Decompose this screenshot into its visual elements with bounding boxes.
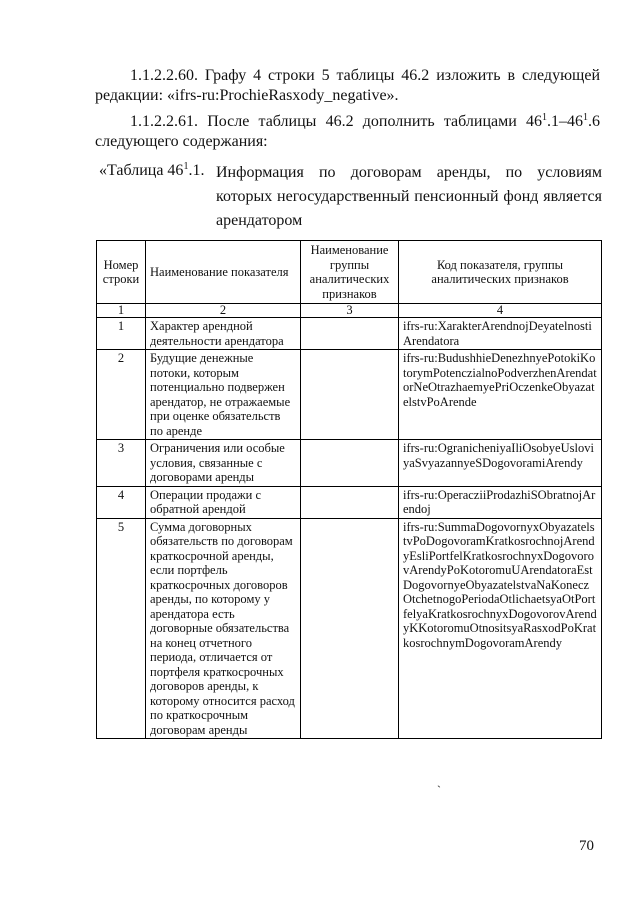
caption-label-text: «Таблица 46	[99, 162, 184, 179]
header-group-name: Наименование группы аналитических признаков	[301, 241, 399, 304]
p2-text-middle: .1–46	[547, 113, 583, 130]
table-caption-text: Информация по договорам аренды, по условиям которых негосударственный пенсионный фонд является арендатором	[216, 164, 602, 229]
p2-text-after: .6 следующего содержания:	[95, 113, 600, 150]
row-number: 1	[97, 318, 146, 350]
table-caption-label	[99, 161, 204, 181]
column-number: 4	[399, 304, 602, 318]
table-row	[97, 486, 602, 518]
indicator-name: Сумма договорных обязательств по договорам краткосрочной аренды, если портфель краткосрочных договоров аренды, по которому у арендатора есть договорные обязательства на конец отчетного периода, отличается от портфеля краткосрочных договоров аренды, к которому относится расход по краткосрочным договорам аренды	[146, 518, 301, 739]
group-name	[301, 518, 399, 739]
p2-text-before: 1.1.2.2.61. После таблицы 46.2 дополнить таблицами 46	[130, 113, 542, 130]
indicator-name: Будущие денежные потоки, которым потенциально подвержен арендатор, не отражаемые при оценке обязательств по аренде	[146, 350, 301, 440]
paragraph-item-1-1-2-2-60: 1.1.2.2.60. Графу 4 строки 5 таблицы 46.2 изложить в следующей редакции: «ifrs-ru:ProchieRasxody_negative».	[95, 67, 600, 104]
indicator-code: ifrs-ru:SummaDogovornyxObyazatelstvPoDogovoramKratkosrochnojArendyEsliPortfelKratkosrochnyxDogovorovArendyPoKotoromuUArendatoraEstDogovornyeObyazatelstvaNaKoneczOtchetnogoPeriodaOtlichaetsyaOtPortfelyaKratkosrochnyxDogovorovArendyKKotoromuOtnositsyaRasxodPoKratkosrochnymDogovoramArendy	[399, 518, 602, 739]
header-code: Код показателя, группы аналитических признаков	[399, 241, 602, 304]
row-number: 2	[97, 350, 146, 440]
group-name	[301, 350, 399, 440]
indicator-name: Операции продажи с обратной арендой	[146, 486, 301, 518]
stray-mark: `	[437, 783, 441, 797]
p2-superscript-1: 1	[542, 112, 547, 123]
table-row	[97, 350, 602, 440]
row-number: 3	[97, 440, 146, 487]
column-number-row	[97, 304, 602, 318]
table-row	[97, 440, 602, 487]
group-name	[301, 440, 399, 487]
row-number: 4	[97, 486, 146, 518]
indicator-name: Ограничения или особые условия, связанные с договорами аренды	[146, 440, 301, 487]
header-row-number: Номер строки	[97, 241, 146, 304]
column-number: 3	[301, 304, 399, 318]
lease-info-table	[96, 240, 602, 739]
caption-label-suffix: .1.	[188, 162, 205, 179]
table-row	[97, 318, 602, 350]
column-number: 1	[97, 304, 146, 318]
paragraph-item-1-1-2-2-61	[95, 112, 600, 152]
table-header-row	[97, 241, 602, 304]
indicator-code: ifrs-ru:OgranicheniyaIliOsobyeUsloviyaSvyazannyeSDogovoramiArendy	[399, 440, 602, 487]
indicator-code: ifrs-ru:OperacziiProdazhiSObratnojArendoj	[399, 486, 602, 518]
group-name	[301, 318, 399, 350]
indicator-code: ifrs-ru:BudushhieDenezhnyePotokiKotorymPotenczialnoPodverzhenArendatorNeOtrazhaemyePriOczenkeObyazatelstvPoArende	[399, 350, 602, 440]
indicator-name: Характер арендной деятельности арендатора	[146, 318, 301, 350]
page-number: 70	[579, 838, 594, 854]
table-row	[97, 518, 602, 739]
row-number: 5	[97, 518, 146, 739]
column-number: 2	[146, 304, 301, 318]
p2-superscript-2: 1	[583, 112, 588, 123]
caption-superscript: 1	[183, 161, 189, 172]
group-name	[301, 486, 399, 518]
indicator-code: ifrs-ru:XarakterArendnojDeyatelnostiArendatora	[399, 318, 602, 350]
header-indicator-name: Наименование показателя	[146, 241, 301, 304]
